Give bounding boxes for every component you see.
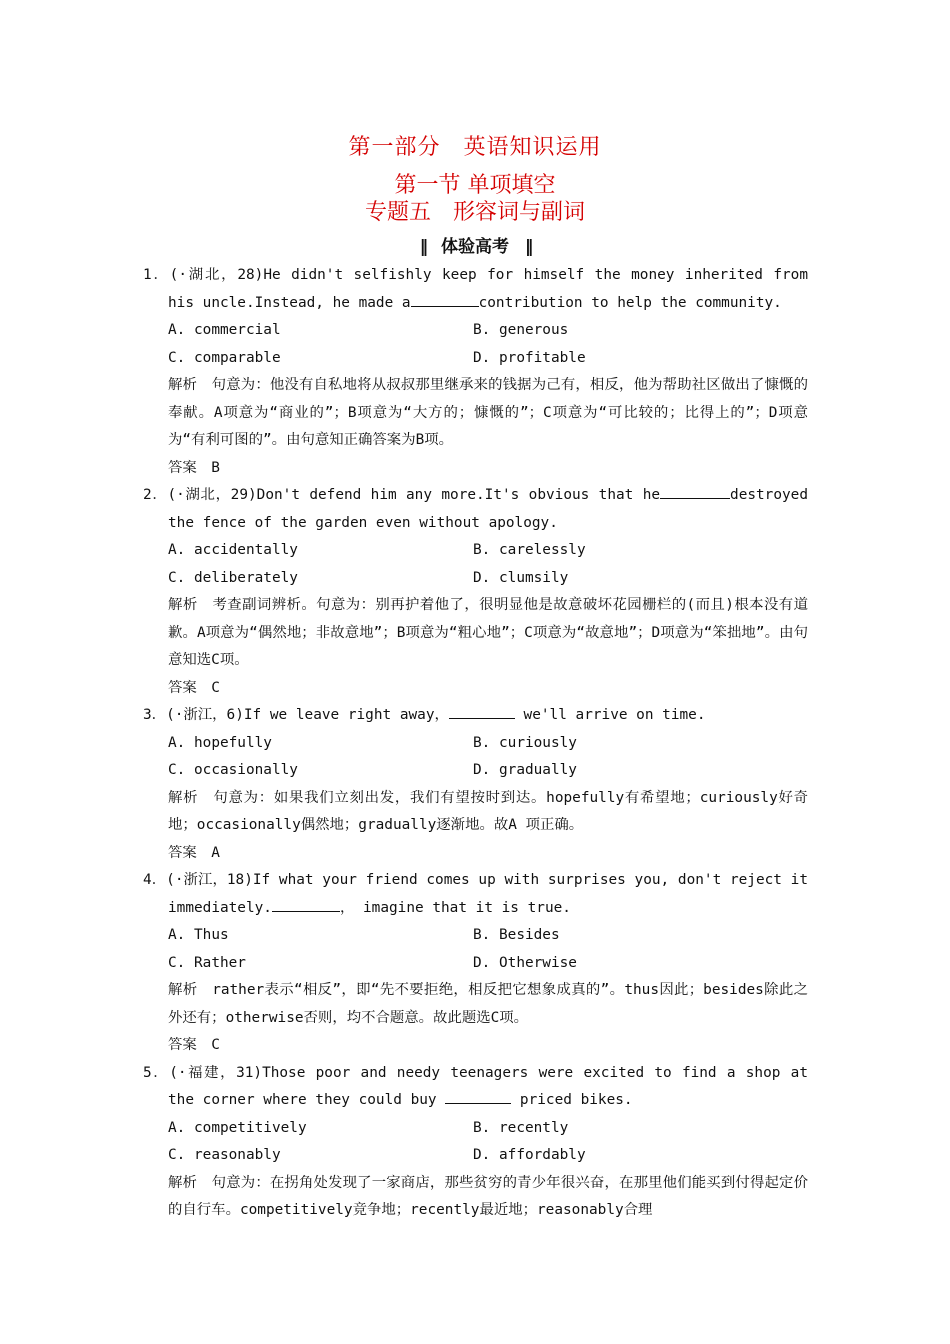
question-5 [143,1060,808,1225]
option-c: C. deliberately [168,569,298,586]
analysis-text: 句意为：如果我们立刻出发，我们有望按时到达。hopefully有希望地；curiously好奇地；occasionally偶然地；gradually逐渐地。故A 项正确。 [168,789,808,833]
question-number: 4． [143,872,167,888]
stem-line: (·福建，31)Those poor and needy teenagers were excited to find a shop at [169,1064,808,1081]
option-b: B. Besides [473,927,560,943]
stem-line: priced bikes. [511,1092,633,1108]
answer-value: B [211,459,220,476]
question-1 [143,262,808,482]
question-number: 2． [143,487,168,503]
answer-blank [445,1089,511,1104]
option-b: B. generous [473,322,569,338]
answer-label: 答案 [168,844,197,861]
stem-line: contribution to help the community. [478,294,782,311]
topic-title: 专题五 形容词与副词 [364,200,585,225]
option-b: B. curiously [473,734,577,751]
answer-blank [449,704,515,719]
option-c: C. occasionally [168,762,298,778]
question-list [143,262,808,1225]
analysis-label: 解析 [168,1174,198,1191]
question-3 [143,702,808,867]
stem-line: destroyed [730,487,809,503]
stem-line: we'll arrive on time. [514,707,706,723]
analysis-text: 考查副词辨析。句意为：别再护着他了，很明显他是故意破坏花园栅栏的(而且)根本没有道歉。A项意为“偶然地；非故意地”；B项意为“粗心地”；C项意为“故意地”；D项意为“笨拙地”。由句意知选C项。 [168,597,808,668]
option-a: A. competitively [168,1119,307,1136]
option-d: D. clumsily [473,569,569,586]
option-a: A. accidentally [168,542,298,558]
question-number: 5． [143,1064,170,1081]
banner-right-bar: ‖ [524,237,531,257]
analysis-label: 解析 [168,789,199,806]
stem-line: immediately. [168,899,272,916]
option-d: D. affordably [473,1147,586,1163]
answer-blank [272,897,340,912]
stem-line: (·浙江，6)If we leave right away， [166,707,449,723]
part-title: 第一部分 英语知识运用 [348,135,602,160]
answer-value: C [211,679,220,696]
option-d: D. gradually [473,762,577,778]
answer-label: 答案 [168,1037,197,1053]
analysis-label: 解析 [168,597,198,613]
answer-value: C [211,1037,220,1053]
section-title: 第一节 单项填空 [394,173,556,198]
option-a: A. commercial [168,322,281,338]
question-number: 1． [143,267,170,283]
option-b: B. recently [473,1119,569,1136]
answer-label: 答案 [168,459,197,476]
question-4 [143,867,808,1060]
analysis-label: 解析 [168,982,198,998]
analysis-label: 解析 [168,377,198,393]
title-block [0,132,950,226]
analysis-text: rather表示“相反”，即“先不要拒绝，相反把它想象成真的”。thus因此；besides除此之外还有；otherwise否则，均不合题意。故此题选C项。 [168,982,808,1026]
option-c: C. Rather [168,954,246,971]
analysis-text: 句意为：在拐角处发现了一家商店，那些贫穷的青少年很兴奋，在那里他们能买到付得起定价的自行车。competitively竞争地；recently最近地；reasonably合理 [168,1174,808,1218]
stem-line: his uncle.Instead, he made a [168,294,411,311]
question-number: 3． [143,707,167,723]
answer-blank [411,292,479,307]
stem-line: (·湖北，29)Don't defend him any more.It's obvious that he [167,487,661,503]
stem-line: ， imagine that it is true. [339,899,571,916]
answer-value: A [211,844,220,861]
stem-line: (·湖北，28)He didn't selfishly keep for himself the money inherited from [169,267,808,283]
answer-label: 答案 [168,679,197,696]
option-d: D. profitable [473,349,586,366]
experience-banner [0,232,950,257]
option-d: D. Otherwise [473,954,577,971]
option-b: B. carelessly [473,542,586,558]
analysis-text: 句意为：他没有自私地将从叔叔那里继承来的钱据为己有，相反，他为帮助社区做出了慷慨的奉献。A项意为“商业的”；B项意为“大方的；慷慨的”；C项意为“可比较的；比得上的”；D项意为“有利可图的”。由句意知正确答案为B项。 [168,377,808,448]
stem-line: the corner where they could buy [168,1092,437,1108]
question-2 [143,482,808,702]
option-a: A. hopefully [168,734,272,751]
stem-line: the fence of the garden even without apology. [168,514,558,531]
stem-line: (·浙江，18)If what your friend comes up with surprises you, don't reject it [166,872,808,888]
answer-blank [660,484,730,499]
banner-left-bar: ‖ [419,237,426,257]
banner-label: 体验高考 [441,237,509,257]
option-a: A. Thus [168,927,229,943]
option-c: C. reasonably [168,1147,281,1163]
option-c: C. comparable [168,349,281,366]
